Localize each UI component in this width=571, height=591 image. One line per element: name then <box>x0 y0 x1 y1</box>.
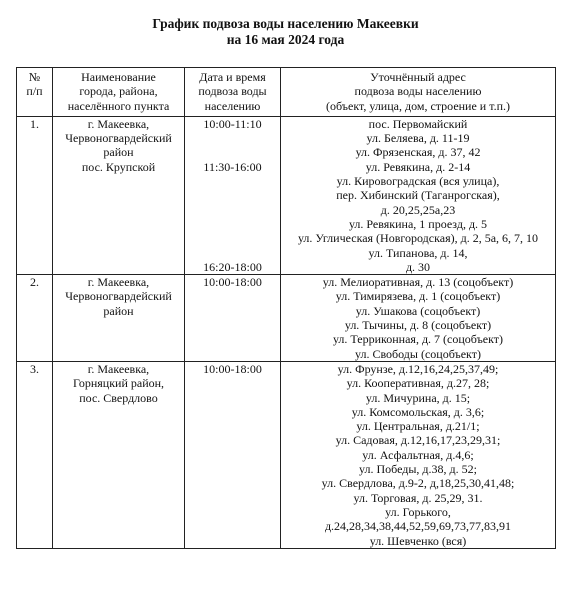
time-line <box>185 217 280 231</box>
address-line: пер. Хибинский (Таганрогская), <box>336 188 500 203</box>
address-line: ул. Садовая, д.12,16,17,23,29,31; <box>335 433 501 448</box>
locality-line: район <box>103 303 134 318</box>
time-line: 10:00-11:10 <box>203 116 262 131</box>
address-line: ул. Мелиоративная, д. 13 (соцобъект) <box>322 275 514 290</box>
address-line: д.24,28,34,38,44,52,59,69,73,77,83,91 <box>324 519 512 534</box>
locality-line: Червоногвардейский <box>65 131 172 146</box>
time-line <box>185 246 280 260</box>
time-line: 11:30-16:00 <box>203 159 262 174</box>
address-line: ул. Свободы (соцобъект) <box>355 346 481 361</box>
address-line: д. 20,25,25а,23 <box>380 202 456 217</box>
time-line <box>185 131 280 145</box>
header-line: № <box>28 70 41 84</box>
row-address <box>281 361 556 548</box>
address-line: ул. Комсомольская, д. 3,6; <box>351 404 485 419</box>
row-number-text: 2. <box>30 275 39 290</box>
address-line: ул. Кировоградская (вся улица), <box>336 174 500 189</box>
locality-line: г. Макеевка, <box>87 275 150 290</box>
title-line-1: График подвоза воды населению Макеевки <box>152 16 419 31</box>
header-line: населённого пункта <box>67 98 170 113</box>
header-line: (объект, улица, дом, строение и т.п.) <box>326 98 510 113</box>
row-number <box>17 361 53 548</box>
time-line <box>185 174 280 188</box>
row-address <box>281 275 556 362</box>
header-line: города, района, <box>79 84 158 99</box>
title-line-2: на 16 мая 2024 года <box>226 32 345 47</box>
row-time <box>185 116 281 274</box>
time-line: 10:00-18:00 <box>203 275 262 290</box>
row-time <box>185 361 281 548</box>
locality-line: район <box>103 145 134 160</box>
address-line: ул. Ревякина, 1 проезд, д. 5 <box>348 216 488 231</box>
row-locality <box>53 361 185 548</box>
locality-line: пос. Свердлово <box>79 390 158 405</box>
address-line: ул. Ревякина, д. 2-14 <box>365 159 471 174</box>
address-line: ул. Победы, д.38, д. 52; <box>359 462 477 477</box>
address-line: ул. Фрязенская, д. 37, 42 <box>355 145 481 160</box>
time-line <box>185 188 280 202</box>
header-line: Уточнённый адрес <box>370 70 466 84</box>
time-line <box>185 145 280 159</box>
address-line: ул. Тычины, д. 8 (соцобъект) <box>344 318 492 333</box>
row-number-text: 3. <box>30 361 39 376</box>
address-line: ул. Углическая (Новгородская), д. 2, 5а, 6, 7, 10 <box>297 231 539 246</box>
locality-line: пос. Крупской <box>81 159 156 174</box>
header-line: п/п <box>26 84 43 99</box>
locality-line: Горняцкий район, <box>72 376 165 391</box>
row-locality <box>53 116 185 274</box>
address-line: ул. Ушакова (соцобъект) <box>355 303 481 318</box>
address-line: ул. Типанова, д. 14, <box>368 245 468 260</box>
header-line: подвоза воды <box>198 84 267 99</box>
row-address <box>281 116 556 274</box>
address-line: ул. Торговая, д. 25,29, 31. <box>353 490 483 505</box>
water-schedule-table <box>16 67 556 549</box>
table-row <box>17 275 556 362</box>
address-line: ул. Мичурина, д. 15; <box>365 390 471 405</box>
header-line: Дата и время <box>199 70 266 84</box>
row-number <box>17 116 53 274</box>
document-title <box>0 16 571 48</box>
locality-line: г. Макеевка, <box>87 361 150 376</box>
address-line: пос. Первомайский <box>368 116 468 131</box>
header-line: населению <box>204 98 261 113</box>
table-row <box>17 361 556 548</box>
row-time <box>185 275 281 362</box>
header-num <box>17 68 53 117</box>
row-number-text: 1. <box>30 116 39 131</box>
header-line: подвоза воды населению <box>354 84 482 99</box>
header-address <box>281 68 556 117</box>
locality-line: г. Макеевка, <box>87 116 150 131</box>
address-line: ул. Кооперативная, д.27, 28; <box>346 376 490 391</box>
row-number <box>17 275 53 362</box>
header-time <box>185 68 281 117</box>
address-line: ул. Асфальтная, д.4,6; <box>362 447 474 462</box>
time-line <box>185 203 280 217</box>
address-line: ул. Горького, <box>385 504 451 519</box>
locality-line: Червоногвардейский <box>65 289 172 304</box>
address-line: ул. Шевченко (вся) <box>369 533 467 548</box>
address-line: ул. Свердлова, д.9-2, д,18,25,30,41,48; <box>321 476 515 491</box>
address-line: ул. Центральная, д.21/1; <box>356 419 480 434</box>
address-line: д. 30 <box>405 259 431 274</box>
header-city <box>53 68 185 117</box>
row-locality <box>53 275 185 362</box>
address-line: ул. Фрунзе, д.12,16,24,25,37,49; <box>337 361 499 376</box>
time-line <box>185 231 280 245</box>
time-line: 16:20-18:00 <box>203 259 262 274</box>
table-row <box>17 116 556 274</box>
address-line: ул. Терриконная, д. 7 (соцобъект) <box>332 332 504 347</box>
address-line: ул. Беляева, д. 11-19 <box>366 131 470 146</box>
header-row <box>17 68 556 117</box>
header-line: Наименование <box>81 70 156 84</box>
address-line: ул. Тимирязева, д. 1 (соцобъект) <box>335 289 501 304</box>
time-line: 10:00-18:00 <box>203 361 262 376</box>
